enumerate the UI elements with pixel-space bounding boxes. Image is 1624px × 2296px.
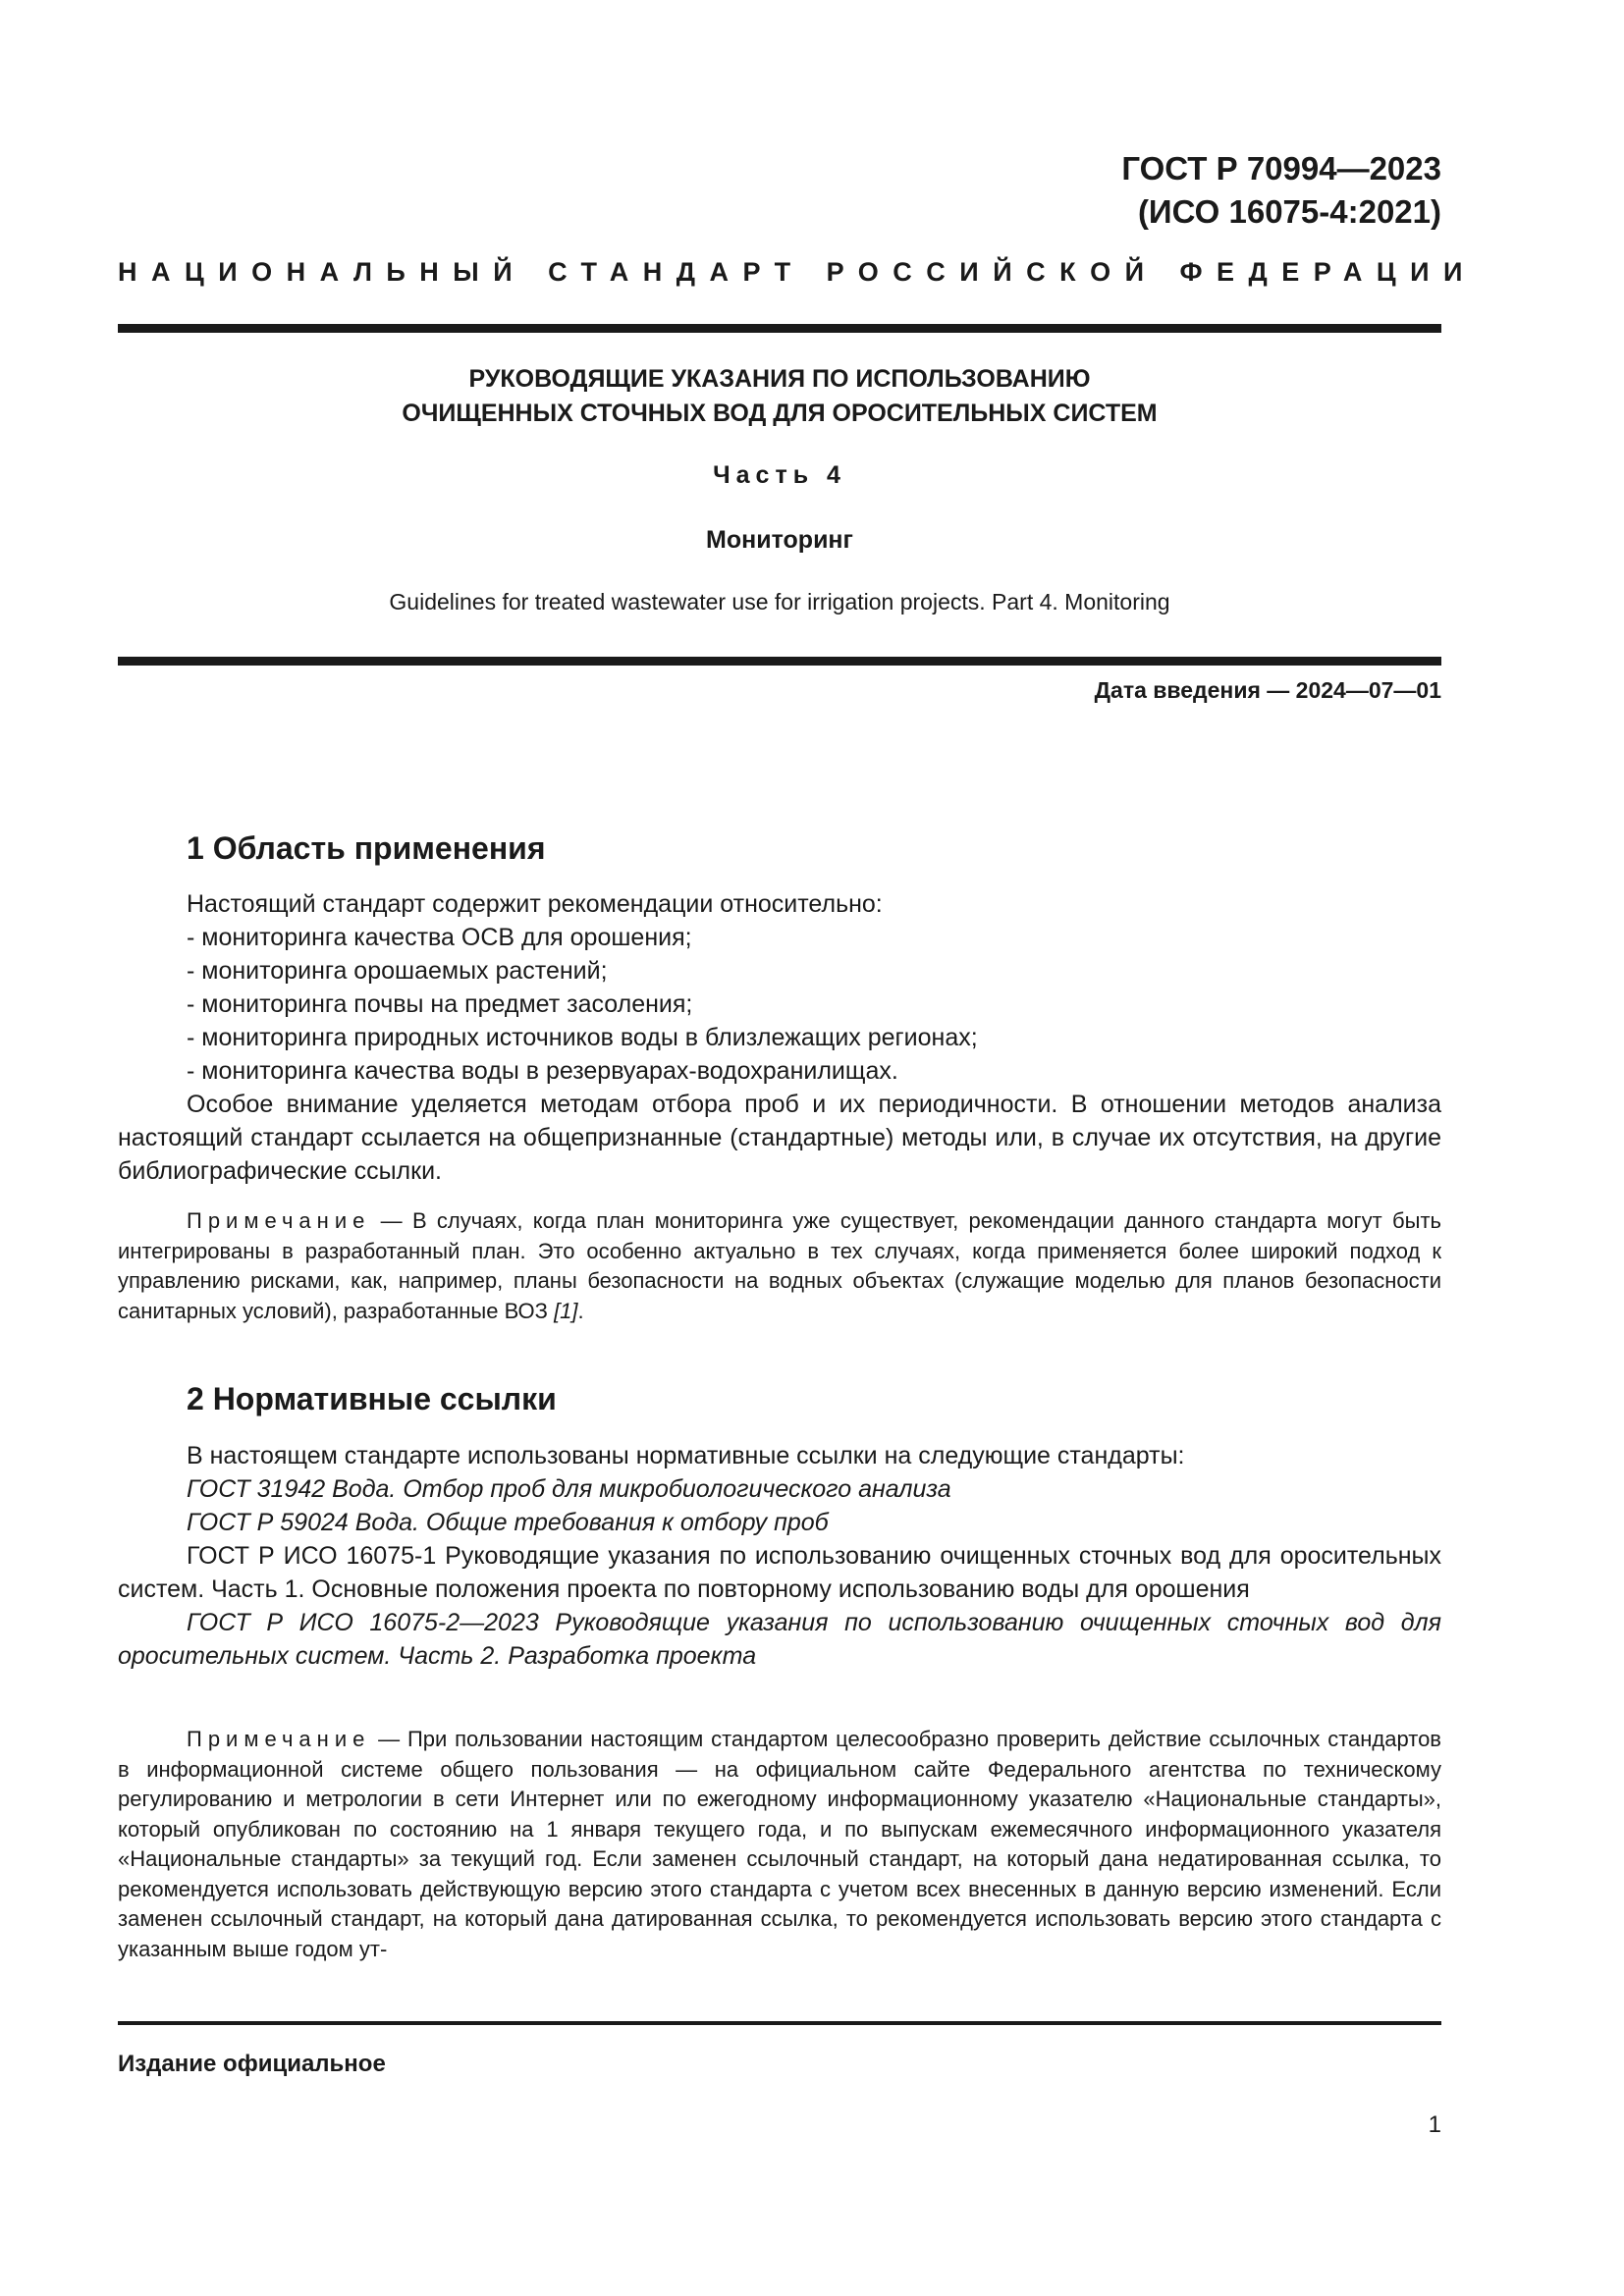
section-1-heading: 1 Область применения xyxy=(187,830,546,866)
normative-reference: ГОСТ Р 59024 Вода. Общие требования к отбору проб xyxy=(187,1509,829,1536)
note-text: — При пользовании настоящим стандартом целесообразно проверить действие ссылочных стандартов в информационной системе общего пользования — на официальном сайте Федерального агентства по техническому регулированию и метрологии в сети Интернет или по ежегодному информационному указателю «Национальные стандарты», который опубликован по состоянию на 1 января текущего года, и по выпускам ежемесячного информационного указателя «Национальные стандарты» за текущий год. Если заменен ссылочный стандарт, на который дана недатированная ссылка, то рекомендуется использовать действующую версию этого стандарта с учетом всех внесенных в данную версию изменений. Если заменен ссылочный стандарт, на который дана датированная ссылка, то рекомендуется использовать версию этого стандарта с указанным выше годом ут- xyxy=(118,1727,1441,1961)
section-1-intro: Настоящий стандарт содержит рекомендации относительно: xyxy=(187,890,883,918)
list-item: - мониторинга качества ОСВ для орошения; xyxy=(187,924,692,951)
list-item: - мониторинга почвы на предмет засоления; xyxy=(187,990,693,1018)
section-1-paragraph: Особое внимание уделяется методам отбора проб и их периодичности. В отношении методов анализа настоящий стандарт ссылается на общепризнанные (стандартные) методы или, в случае их отсутствия, на другие библиографические ссылки. xyxy=(118,1091,1441,1185)
note-end: . xyxy=(577,1298,584,1323)
introduction-date: Дата введения — 2024—07—01 xyxy=(1094,677,1441,703)
part-label: Часть 4 xyxy=(713,461,846,489)
section-2-note xyxy=(118,1725,1441,1964)
document-number-iso: (ИСО 16075-4:2021) xyxy=(1137,193,1441,230)
document-number xyxy=(754,147,1441,234)
footer-divider xyxy=(118,2021,1441,2025)
section-1-body xyxy=(118,887,1441,1188)
bibliography-reference: [1] xyxy=(554,1298,578,1323)
normative-reference: ГОСТ Р ИСО 16075-1 Руководящие указания по использованию очищенных сточных вод для оросительных систем. Часть 1. Основные положения проекта по повторному использованию воды для орошения xyxy=(118,1542,1441,1603)
list-item: - мониторинга природных источников воды в близлежащих регионах; xyxy=(187,1024,978,1051)
normative-reference: ГОСТ 31942 Вода. Отбор проб для микробиологического анализа xyxy=(187,1475,951,1503)
title-divider xyxy=(118,657,1441,666)
page-number: 1 xyxy=(1428,2111,1441,2138)
note-label: Примечание xyxy=(187,1208,371,1233)
section-2-heading: 2 Нормативные ссылки xyxy=(187,1381,557,1416)
top-divider xyxy=(118,324,1441,333)
document-number-gost: ГОСТ Р 70994—2023 xyxy=(1121,150,1441,187)
note-label: Примечание xyxy=(187,1727,371,1751)
document-subtitle: Мониторинг xyxy=(706,526,853,554)
list-item: - мониторинга орошаемых растений; xyxy=(187,957,608,985)
section-2-intro: В настоящем стандарте использованы нормативные ссылки на следующие стандарты: xyxy=(187,1442,1185,1469)
english-title: Guidelines for treated wastewater use for irrigation projects. Part 4. Monitoring xyxy=(389,589,1170,614)
note-text: — В случаях, когда план мониторинга уже существует, рекомендации данного стандарта могут быть интегрированы в разработанный план. Это особенно актуально в тех случаях, когда применяется более широкий подход к управлению рисками, как, например, планы безопасности на водных объектах (служащие моделью для планов безопасности санитарных условий), разработанные ВОЗ xyxy=(118,1208,1441,1323)
list-item: - мониторинга качества воды в резервуарах-водохранилищах. xyxy=(187,1057,898,1085)
section-2-body xyxy=(118,1439,1441,1673)
document-title-line-2: ОЧИЩЕННЫХ СТОЧНЫХ ВОД ДЛЯ ОРОСИТЕЛЬНЫХ СИСТЕМ xyxy=(402,400,1158,427)
document-title xyxy=(118,362,1441,431)
national-standard-banner: НАЦИОНАЛЬНЫЙ СТАНДАРТ РОССИЙСКОЙ ФЕДЕРАЦИИ xyxy=(118,257,1477,287)
section-1-note xyxy=(118,1206,1441,1326)
official-edition-label: Издание официальное xyxy=(118,2051,386,2077)
document-title-line-1: РУКОВОДЯЩИЕ УКАЗАНИЯ ПО ИСПОЛЬЗОВАНИЮ xyxy=(468,365,1091,393)
normative-reference: ГОСТ Р ИСО 16075-2—2023 Руководящие указания по использованию очищенных сточных вод для оросительных систем. Часть 2. Разработка проекта xyxy=(118,1609,1441,1670)
